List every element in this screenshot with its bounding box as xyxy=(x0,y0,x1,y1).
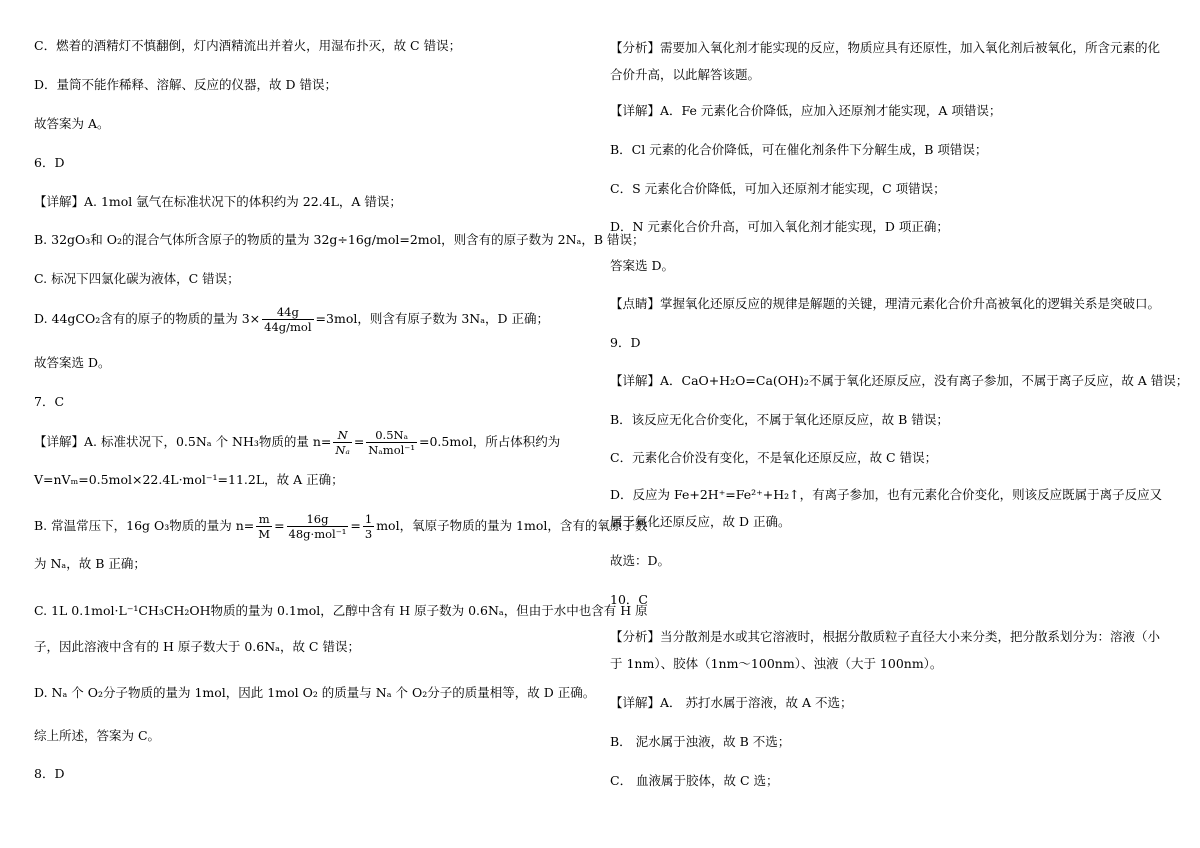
q8-detail-d: D．N 元素化合价升高，可加入氧化剂才能实现，D 项正确； xyxy=(610,219,949,234)
q8-answer: 答案选 D。 xyxy=(610,258,674,273)
q6-answer: 故答案选 D。 xyxy=(34,355,111,370)
q9-detail-c: C．元素化合价没有变化，不是氧化还原反应，故 C 错误； xyxy=(610,450,938,465)
fraction: $\frac{N}{\text{Nₐ}}$ xyxy=(335,428,350,457)
q9-detail-b: B．该反应无化合价变化，不属于氧化还原反应，故 B 错误； xyxy=(610,412,949,427)
q7-heading: 7．C xyxy=(34,394,65,409)
q9-detail-a: 【详解】A．CaO+H₂O=Ca(OH)₂不属于氧化还原反应，没有离子参加，不属于离子反应，故 A 错误； xyxy=(610,373,1189,388)
q7-summary: 综上所述，答案为 C。 xyxy=(34,728,161,743)
q8-detail-c: C．S 元素化合价降低，可加入还原剂才能实现，C 项错误； xyxy=(610,181,946,196)
q8-analysis: 【分析】需要加入氧化剂才能实现的反应，物质应具有还原性，加入氧化剂后被氧化，所含元素的化合价升高，以此解答该题。 xyxy=(610,40,1161,82)
q5-option-d: D．量筒不能作稀释、溶解、反应的仪器，故 D 错误； xyxy=(34,77,337,92)
fraction: $\frac{1}{3}$ xyxy=(364,512,373,541)
fraction: $\frac{16g}{\text{48g·mol⁻¹}}$ xyxy=(288,512,347,541)
fraction: $\frac{44g}{\text{44g/mol}}$ xyxy=(264,305,312,334)
q6-detail-a: 【详解】A. 1mol 氩气在标准状况下的体积约为 22.4L，A 错误； xyxy=(34,194,402,209)
q6-detail-d: D. 44gCO₂含有的原子的物质的量为 3× $\frac{44g}{\text{44g/mol}}$ =3mol，则含有原子数为 3Nₐ，D 正确； xyxy=(34,305,550,334)
q10-analysis: 【分析】当分散剂是水或其它溶液时，根据分散质粒子直径大小来分类，把分散系划分为：溶液（小于 1nm）、胶体（1nm～100nm）、浊液（大于 100nm）。 xyxy=(610,629,1161,671)
fraction: $\frac{m}{M}$ xyxy=(258,512,271,541)
q7-detail-a-volume: V=nVₘ=0.5mol×22.4L·mol⁻¹=11.2L，故 A 正确； xyxy=(34,472,344,487)
q8-detail-b: B．Cl 元素的化合价降低，可在催化剂条件下分解生成，B 项错误； xyxy=(610,142,988,157)
q7-detail-c-cont: 子，因此溶液中含有的 H 原子数大于 0.6Nₐ，故 C 错误； xyxy=(34,639,360,654)
q10-detail-a: 【详解】A． 苏打水属于溶液，故 A 不选； xyxy=(610,695,853,710)
q10-detail-c: C． 血液属于胶体，故 C 选； xyxy=(610,773,779,788)
q9-detail-d: D．反应为 Fe+2H⁺=Fe²⁺+H₂↑，有离子参加，也有元素化合价变化，则该反应既属于离子反应又属于氧化还原反应，故 D 正确。 xyxy=(610,487,1163,529)
q8-detail-a: 【详解】A．Fe 元素化合价降低，应加入还原剂才能实现，A 项错误； xyxy=(610,103,1002,118)
q5-answer: 故答案为 A。 xyxy=(34,116,110,131)
q7-detail-d: D. Nₐ 个 O₂分子物质的量为 1mol，因此 1mol O₂ 的质量与 Nₐ 个 O₂分子的质量相等，故 D 正确。 xyxy=(34,685,596,700)
fraction: $\frac{\text{0.5Nₐ}}{\text{Nₐmol⁻¹}}$ xyxy=(368,428,415,457)
q7-detail-b: B. 常温常压下，16g O₃物质的量为 n= $\frac{m}{M}$ = $\frac{16g}{\text{48g·mol⁻¹}}$ = $\frac{1}{3}$ mol，氧原子物质的量为 1mol，含有的氧原子数 xyxy=(34,512,648,541)
q5-option-c: C．燃着的酒精灯不慎翻倒，灯内酒精流出并着火，用湿布扑灭，故 C 错误； xyxy=(34,38,462,53)
q7-detail-c: C. 1L 0.1mol·L⁻¹CH₃CH₂OH物质的量为 0.1mol，乙醇中含有 H 原子数为 0.6Nₐ，但由于水中也含有 H 原 xyxy=(34,603,648,618)
q8-key-point: 【点睛】掌握氧化还原反应的规律是解题的关键，理清元素化合价升高被氧化的逻辑关系是突破口。 xyxy=(610,296,1161,311)
q9-answer: 故选：D。 xyxy=(610,553,671,568)
q9-heading: 9．D xyxy=(610,335,641,350)
q10-heading: 10．C xyxy=(610,592,648,607)
q7-detail-a: 【详解】A. 标准状况下，0.5Nₐ 个 NH₃物质的量 n= $\frac{N}{\text{Nₐ}}$ = $\frac{\text{0.5Nₐ}}{\text{Nₐmol⁻¹}}$ =0.5mol，所占体积约为 xyxy=(34,428,561,457)
q7-detail-b-cont: 为 Nₐ，故 B 正确； xyxy=(34,556,146,571)
q8-heading: 8．D xyxy=(34,766,65,781)
q6-heading: 6．D xyxy=(34,155,65,170)
q6-detail-b: B. 32gO₃和 O₂的混合气体所含原子的物质的量为 32g÷16g/mol=2mol，则含有的原子数为 2Nₐ，B 错误； xyxy=(34,232,645,247)
q10-detail-b: B． 泥水属于浊液，故 B 不选； xyxy=(610,734,791,749)
q6-detail-c: C. 标况下四氯化碳为液体，C 错误； xyxy=(34,271,240,286)
